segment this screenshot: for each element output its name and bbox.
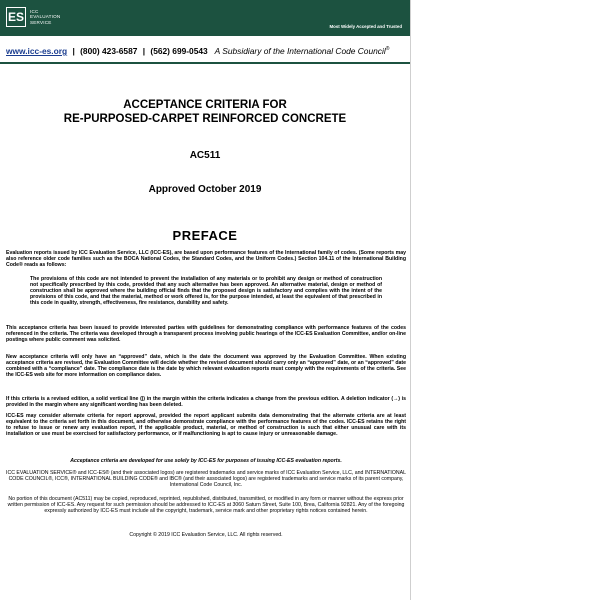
separator: | (142, 46, 146, 56)
paragraph-intro: Evaluation reports issued by ICC Evaluation Service, LLC (ICC-ES), are based upon performance features of the International family of codes. (Some reports may also reference older code families such as the BOCA National Codes, the Standard Codes, and the Uniform Codes.) Section 104.11 of the International Building Code® reads as follows: (6, 250, 406, 269)
document-code: AC511 (189, 150, 221, 161)
approved-date: Approved October 2019 (148, 184, 262, 195)
logo-line-2: EVALUATION (30, 14, 61, 20)
document-title-line-2: RE-PURPOSED-CARPET REINFORCED CONCRETE (63, 113, 347, 125)
paragraph-dates: New acceptance criteria will only have an “approved” date, which is the date the document was approved by the Evaluation Committee. When existing acceptance criteria are revised, the Evaluation Committee will decide whether the revised document should carry only an “approved” date, or an “approved” date combined with a “compliance” date. The compliance date is the date by which relevant evaluation reports must comply with the requirements of the criteria. See the ICC-ES web site for more information on compliance dates. (6, 354, 406, 379)
copyright-notice: Copyright © 2019 ICC Evaluation Service, LLC. All rights reserved. (129, 532, 283, 538)
tagline: Most Widely Accepted and Trusted (329, 24, 402, 29)
preface-heading: PREFACE (172, 228, 238, 243)
logo-text (30, 9, 60, 25)
paragraph-purpose: This acceptance criteria has been issued to provide interested parties with guidelines for demonstrating compliance with performance features of the codes referenced in the criteria. The criteria was developed through a transparent process involving public hearings of the ICC-ES Evaluation Committee, and/or on-line postings where public comment was solicited. (6, 325, 406, 344)
document-title-line-1: ACCEPTANCE CRITERIA FOR (123, 99, 287, 111)
header-divider (0, 62, 410, 64)
subsidiary-note: A Subsidiary of the International Code Council (214, 46, 386, 56)
paragraph-trademarks: ICC EVALUATION SERVICE® and ICC-ES® (and their associated logos) are registered trademarks and service marks of ICC Evaluation Service, LLC, and INTERNATIONAL CODE COUNCIL®, ICC®, INTERNATIONAL BUILDING CODE® and IBC® (and their associated logos) are registered trademarks and service marks of its parent company, International Code Council, Inc. (6, 470, 406, 489)
paragraph-usage-note: Acceptance criteria are developed for use solely by ICC-ES for purposes of issuing ICC-ES evaluation reports. (70, 458, 342, 464)
paragraph-alternate-criteria: ICC-ES may consider alternate criteria for report approval, provided the report applicant submits data demonstrating that the alternate criteria are at least equivalent to the criteria set forth in this document, and otherwise demonstrate compliance with the performance features of the codes. ICC-ES retains the right to refuse to issue or renew any evaluation report, if the applicable product, material, or method of construction is such that either unusual care with its installation or use must be exercised for satisfactory performance, or if malfunctioning is apt to cause injury or unreasonable damage. (6, 413, 406, 438)
paragraph-permissions: No portion of this document (AC511) may be copied, reproduced, reprinted, republished, distributed, transmitted, or modified in any form or manner without the express prior written permission of ICC-ES. Any request for such permission should be addressed to ICC-ES at 3060 Saturn Street, Suite 100, Brea, California 92821. Any of the foregoing expressly authorized by ICC-ES must include all the copyright, trademark, service mark and other proprietary rights notices contained herein. (7, 496, 405, 515)
separator: | (72, 46, 75, 56)
phone-1: (800) 423-6587 (80, 46, 138, 56)
header-bar (0, 0, 410, 36)
paragraph-revision: If this criteria is a revised edition, a solid vertical line (|) in the margin within the criteria indicates a change from the previous edition. A deletion indicator (→) is provided in the margin where any significant wording has been deleted. (6, 396, 406, 409)
contact-line (6, 46, 406, 56)
logo-letters: ES (6, 7, 26, 27)
icc-es-logo (6, 7, 60, 27)
registered-mark: ® (385, 46, 390, 53)
phone-2: (562) 699-0543 (150, 46, 208, 56)
logo-line-1: ICC (30, 9, 39, 15)
paragraph-code-quote: The provisions of this code are not intended to prevent the installation of any materials or to prohibit any design or method of construction not specifically prescribed by this code, provided that any such alternative has been approved. An alternative material, design or method of construction shall be approved where the building official finds that the proposed design is satisfactory and complies with the intent of the provisions of this code, and that the material, method or work offered is, for the purpose intended, at least the equivalent of that prescribed in this code in quality, strength, effectiveness, fire resistance, durability and safety. (30, 276, 382, 307)
website-link[interactable]: www.icc-es.org (6, 46, 68, 56)
logo-line-3: SERVICE (30, 19, 52, 25)
